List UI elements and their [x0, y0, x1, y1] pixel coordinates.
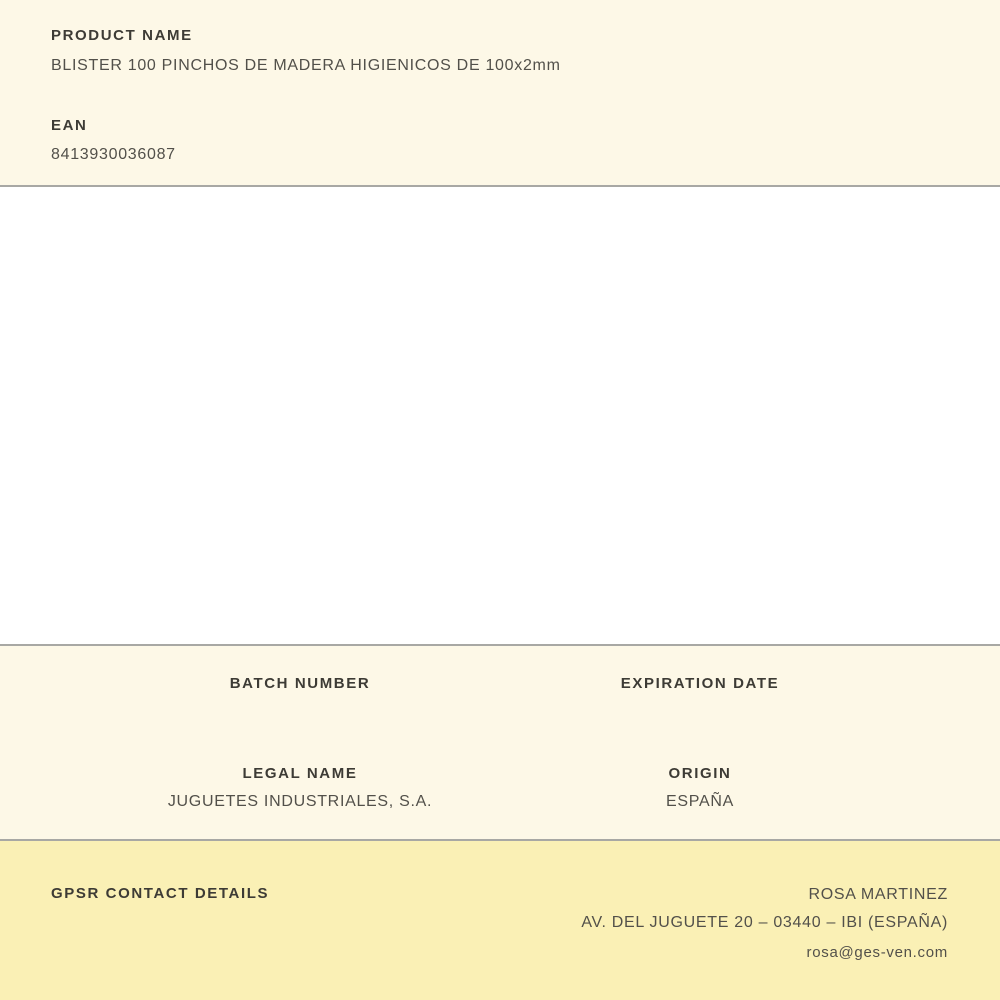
contact-name: ROSA MARTINEZ: [808, 886, 948, 903]
batch-number-label: BATCH NUMBER: [229, 675, 371, 692]
expiration-date-label: EXPIRATION DATE: [620, 675, 780, 692]
origin-field: [500, 765, 900, 811]
contact-email: rosa@ges-ven.com: [806, 944, 948, 961]
contact-details-block: [581, 885, 948, 962]
batch-number-field: [100, 675, 500, 702]
legal-name-label: LEGAL NAME: [242, 765, 358, 782]
origin-value: ESPAÑA: [666, 793, 734, 810]
ean-value: 8413930036087: [51, 146, 176, 163]
contact-address: AV. DEL JUGUETE 20 – 03440 – IBI (ESPAÑA): [581, 914, 948, 931]
origin-label: ORIGIN: [668, 765, 732, 782]
legal-name-value: JUGUETES INDUSTRIALES, S.A.: [167, 793, 433, 810]
blank-image-area: [0, 187, 1000, 644]
legal-name-field: [100, 765, 500, 811]
product-info-section: [0, 0, 1000, 185]
expiration-date-field: [500, 675, 900, 702]
gpsr-contact-label: GPSR CONTACT DETAILS: [51, 885, 270, 902]
details-section: [0, 646, 1000, 839]
product-name-label: PRODUCT NAME: [51, 27, 193, 44]
gpsr-contact-section: [0, 841, 1000, 1000]
product-name-value: BLISTER 100 PINCHOS DE MADERA HIGIENICOS DE 100x2mm: [51, 57, 561, 74]
ean-label: EAN: [51, 117, 88, 134]
